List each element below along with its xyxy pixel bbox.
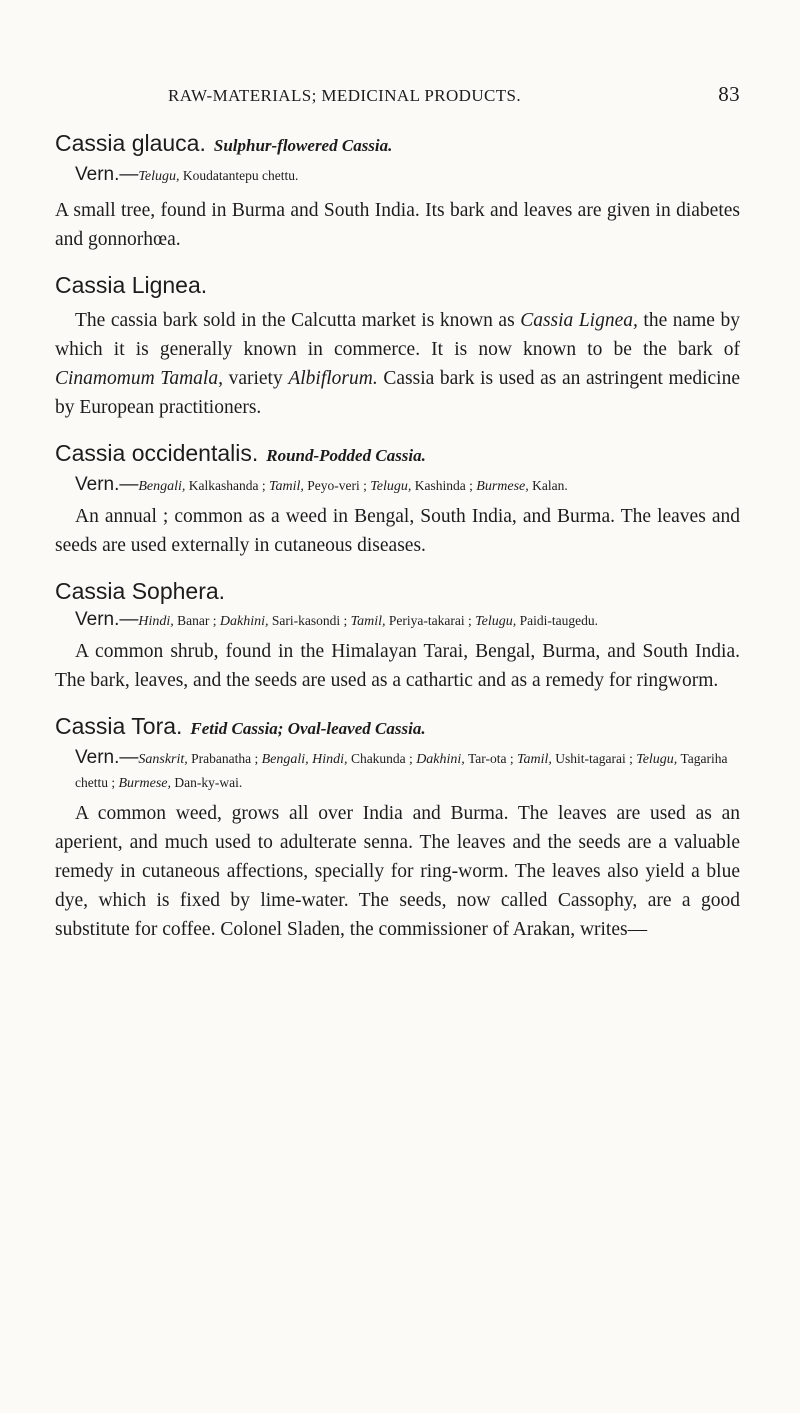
entry-cassia-occidentalis (55, 436, 740, 560)
vern-term: Ushit-tagarai ; (555, 751, 633, 766)
vern-lang: Tamil, (516, 752, 552, 767)
common-name: Round-Podded Cassia. (266, 446, 426, 465)
vern-term: Tar-ota ; (467, 751, 514, 766)
vern-label: Vern.— (75, 164, 139, 185)
running-head (55, 78, 740, 108)
vern-lang: Telugu, (636, 752, 678, 767)
vern-term: Periya-takarai ; (388, 613, 472, 628)
running-title: RAW-MATERIALS; MEDICINAL PRODUCTS. (168, 86, 522, 105)
vern-term: Dan-ky-wai. (174, 775, 243, 790)
vern-lang: Hindi, (138, 614, 174, 629)
entry-text: A common shrub, found in the Himalayan Tarai, Bengal, Burma, and South India. The bark, leaves, and the seeds are used as a cathartic and as a remedy for ringworm. (55, 641, 740, 691)
text-run: The cassia bark sold in the Calcutta market is known as (75, 310, 521, 331)
vern-lang: Bengali, (138, 479, 186, 494)
text-italic: Cassia Lignea, (520, 310, 638, 331)
vernacular-names (55, 746, 740, 795)
vern-lang: Sanskrit, (138, 752, 188, 767)
common-name: Sulphur-flowered Cassia. (213, 136, 393, 155)
vern-term: Banar ; (177, 613, 217, 628)
vern-label: Vern.— (75, 747, 139, 768)
common-name: Fetid Cassia; Oval-leaved Cassia. (190, 719, 426, 738)
entry-cassia-tora (55, 709, 740, 944)
vern-lang: Tamil, (350, 614, 386, 629)
entry-heading (55, 436, 740, 473)
entry-name: Cassia Sophera. (55, 578, 226, 604)
vern-lang: Burmese, (476, 479, 529, 494)
entry-cassia-glauca (55, 126, 740, 254)
book-page (55, 78, 740, 958)
entry-heading (55, 126, 740, 163)
vern-term: Chakunda ; (350, 751, 413, 766)
vern-term: Kalkashanda ; (188, 478, 266, 493)
entry-text: An annual ; common as a weed in Bengal, South India, and Burma. The leaves and seeds are used externally in cutaneous diseases. (55, 506, 740, 556)
vern-term: Paidi-taugedu. (519, 613, 598, 628)
vern-lang: Telugu, (138, 169, 180, 184)
vern-lang: Dakhini, (416, 752, 465, 767)
entry-text (55, 306, 740, 422)
entry-cassia-sophera (55, 574, 740, 695)
entry-name: Cassia Tora. (55, 713, 183, 739)
entry-heading (55, 574, 740, 608)
vern-lang: Dakhini, (219, 614, 269, 629)
text-italic: Cinamomum Tamala, (55, 368, 223, 389)
vern-label: Vern.— (75, 474, 139, 495)
vern-lang: Tamil, (269, 479, 304, 494)
vern-lang: Bengali, Hindi, (261, 752, 348, 767)
entry-name: Cassia glauca. (55, 130, 206, 156)
vernacular-names (55, 163, 740, 188)
text-run: Cassia bark is used as an astringent medicine by European practitioners. (55, 368, 740, 418)
entry-heading (55, 709, 740, 746)
vern-lang: Telugu, (475, 614, 517, 629)
entry-name: Cassia occidentalis. (55, 440, 259, 466)
vern-term: Koudatantepu chettu. (182, 168, 299, 183)
vern-lang: Burmese, (118, 776, 171, 791)
entry-name: Cassia Lignea. (55, 272, 208, 298)
text-run: variety (222, 368, 289, 389)
text-italic: Albiflorum. (288, 368, 378, 389)
text-run: the name by which it is generally known in commerce. It is now known to be the bark of (55, 310, 740, 360)
vern-term: Kalan. (532, 478, 568, 493)
vernacular-names (55, 608, 740, 633)
vern-term: Tagariha chettu ; (75, 751, 728, 790)
vern-lang: Telugu, (370, 479, 412, 494)
page-number: 83 (718, 82, 740, 106)
entry-text: A small tree, found in Burma and South India. Its bark and leaves are given in diabetes and gonnorhœa. (55, 200, 740, 250)
vern-label: Vern.— (75, 609, 139, 630)
vern-term: Kashinda ; (414, 478, 473, 493)
vernacular-names (55, 473, 740, 498)
vern-term: Peyo-veri ; (307, 478, 367, 493)
vern-term: Prabanatha ; (191, 751, 259, 766)
entry-text: A common weed, grows all over India and Burma. The leaves are used as an aperient, and much used to adulterate senna. The leaves and the seeds are a valuable remedy in cutaneous affections, specially for ring-worm. The leaves also yield a blue dye, which is fixed by lime-water. The seeds, now called Cassophy, are a good substitute for coffee. Colonel Sladen, the commissioner of Arakan, writes— (55, 803, 740, 940)
entry-heading (55, 268, 740, 302)
entry-cassia-lignea (55, 268, 740, 422)
vern-term: Sari-kasondi ; (271, 613, 348, 628)
